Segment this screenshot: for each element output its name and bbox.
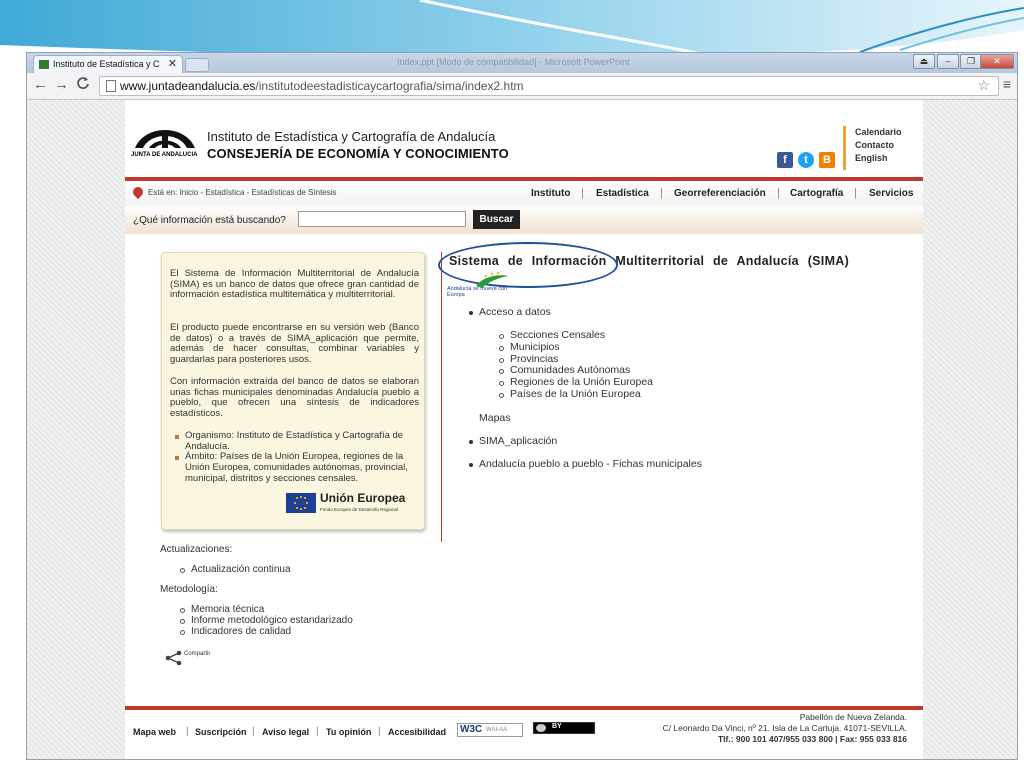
nav-instituto[interactable]: Instituto <box>531 188 571 199</box>
search-label: ¿Qué información está buscando? <box>133 215 286 226</box>
footer-link-sitemap[interactable]: Mapa web <box>133 727 177 737</box>
info-paragraph: El producto puede encontrarse en su versión web (Banco de datos) o a través de SIMA_aplicación que permite, además de hacer consultas, combinar variables y guardarlas para posteriores usos. <box>170 322 419 366</box>
window-title: Index.ppt [Modo de compatibilidad] - Microsoft PowerPoint <box>397 57 630 67</box>
footer-separator: | <box>252 726 255 737</box>
methodology-label: Metodología: <box>160 584 218 595</box>
institute-name[interactable]: Instituto de Estadística y Cartografía de Andalucía <box>207 129 496 144</box>
reload-icon <box>76 76 90 90</box>
footer-link-opinion[interactable]: Tu opinión <box>326 727 372 737</box>
nav-separator: | <box>581 187 584 199</box>
page-icon <box>106 80 116 92</box>
method-item[interactable]: Informe metodológico estandarizado <box>191 615 353 626</box>
title-bar <box>27 53 1017 73</box>
share-icon[interactable] <box>165 650 183 666</box>
url-text: www.juntadeandalucia.es/institutodeestadisticaycartografia/sima/index2.htm <box>120 79 524 93</box>
eu-subtitle: Fondo Europeo de Desarrollo Regional <box>320 507 399 512</box>
back-button[interactable]: ← <box>33 76 48 93</box>
location-pin-icon <box>131 185 145 199</box>
calendar-link[interactable]: Calendario <box>855 127 902 137</box>
reload-button[interactable] <box>76 76 90 94</box>
access-item-secciones[interactable]: Secciones Censales <box>510 329 606 341</box>
bullet-icon <box>499 346 504 351</box>
nav-servicios[interactable]: Servicios <box>869 188 914 199</box>
pueblo-link[interactable]: Andalucía pueblo a pueblo - Fichas municipales <box>479 458 702 470</box>
access-item-provincias[interactable]: Provincias <box>510 353 559 365</box>
bullet-icon <box>499 369 504 374</box>
bullet-icon <box>499 358 504 363</box>
footer-separator: | <box>378 726 381 737</box>
footer-divider <box>125 706 923 710</box>
nav-separator: | <box>777 187 780 199</box>
bullet-icon <box>469 440 473 444</box>
access-data-link[interactable]: Acceso a datos <box>479 306 551 318</box>
bullet-icon <box>180 630 185 635</box>
bullet-icon <box>175 435 179 439</box>
footer-separator: | <box>186 726 189 737</box>
facebook-icon[interactable]: f <box>777 152 793 168</box>
access-item-municipios[interactable]: Municipios <box>510 341 560 353</box>
info-paragraph: Con información extraída del banco de datos se elaboran unas fichas municipales denominadas Andalucía pueblo a pueblo, que ofrecen una síntesis de indicadores estadísticos. <box>170 376 419 420</box>
breadcrumb[interactable]: Está en: Inicio - Estadística - Estadísticas de Síntesis <box>148 188 337 197</box>
search-input[interactable] <box>298 211 466 227</box>
ministry-name[interactable]: CONSEJERÍA DE ECONOMÍA Y CONOCIMIENTO <box>207 146 509 161</box>
nav-estadistica[interactable]: Estadística <box>596 188 649 199</box>
breadcrumb-bar <box>125 181 923 207</box>
tab-close-icon[interactable]: ✕ <box>167 58 177 70</box>
access-item-regiones[interactable]: Regiones de la Unión Europea <box>510 376 654 388</box>
sima-info-box <box>161 252 425 530</box>
address-bar[interactable] <box>99 76 999 96</box>
new-tab-button[interactable] <box>185 58 209 72</box>
bullet-icon <box>469 311 473 315</box>
info-list-item: Ámbito: Países de la Unión Europea, regiones de la Unión Europea, comunidades autónomas, provincial, municipal, distritos y secciones censales. <box>170 452 419 484</box>
footer-link-legal[interactable]: Aviso legal <box>262 727 310 737</box>
bullet-icon <box>180 619 185 624</box>
nav-separator: | <box>854 187 857 199</box>
method-item[interactable]: Memoria técnica <box>191 604 265 615</box>
twitter-icon[interactable]: t <box>798 152 814 168</box>
access-item-paises[interactable]: Países de la Unión Europea <box>510 388 641 400</box>
bullet-icon <box>499 381 504 386</box>
share-label[interactable]: Compartir <box>184 651 211 657</box>
maximize-button[interactable]: ❐ <box>960 54 982 69</box>
footer-address: Pabellón de Nueva Zelanda. C/ Leonardo Da Vinci, nº 21. Isla de La Cartuja. 41071-SEVILLA. Tlf.: 900 101 407/955 033 800 | Fax: 955 033 816 <box>662 712 907 744</box>
bullet-icon <box>180 608 185 613</box>
bullet-icon <box>175 456 179 460</box>
bullet-icon <box>469 463 473 467</box>
close-button[interactable]: ✕ <box>980 54 1014 69</box>
eu-flag-icon <box>286 493 316 513</box>
menu-icon[interactable]: ≡ <box>1002 76 1011 92</box>
bullet-icon <box>499 393 504 398</box>
blogger-icon[interactable]: B <box>819 152 835 168</box>
creative-commons-badge[interactable]: BY <box>533 722 595 734</box>
nav-georreferenciacion[interactable]: Georreferenciación <box>674 188 766 199</box>
info-paragraph: El Sistema de Información Multiterritorial de Andalucía (SIMA) es un banco de datos que ofrece gran cantidad de información estadística multitemática y multiterritorial. <box>170 268 419 301</box>
bullet-icon <box>499 334 504 339</box>
tab-title: Instituto de Estadística y C <box>53 59 160 69</box>
browser-tab[interactable] <box>33 55 183 73</box>
info-list-item: Organismo: Instituto de Estadística y Cartografía de Andalucía. <box>170 431 419 452</box>
footer-link-accessibility[interactable]: Accesibilidad <box>388 727 447 737</box>
footer-separator: | <box>316 726 319 737</box>
updates-label: Actualizaciones: <box>160 544 233 555</box>
browser-toolbar <box>27 73 1017 100</box>
contact-link[interactable]: Contacto <box>855 140 894 150</box>
w3c-badge[interactable]: W3C WAI-AA <box>457 723 523 737</box>
update-item[interactable]: Actualización continua <box>191 564 291 575</box>
sima-title: Sistema de Información Multiterritorial de Andalucía (SIMA) <box>449 254 850 268</box>
access-item-comunidades[interactable]: Comunidades Autónomas <box>510 364 631 376</box>
nav-cartografia[interactable]: Cartografía <box>790 188 844 199</box>
favicon-icon <box>39 60 49 69</box>
pin-button[interactable]: ⏏ <box>913 54 935 69</box>
logo-caption: JUNTA DE ANDALUCIA <box>131 152 198 158</box>
info-list <box>170 431 419 485</box>
eu-title: Unión Europea <box>320 491 406 505</box>
nav-separator: | <box>660 187 663 199</box>
english-link[interactable]: English <box>855 153 888 163</box>
sima-app-link[interactable]: SIMA_aplicación <box>479 435 558 447</box>
website <box>125 100 923 759</box>
search-button[interactable]: Buscar <box>473 210 520 229</box>
bookmark-star-icon[interactable]: ☆ <box>977 77 990 93</box>
accent-bar <box>843 126 846 170</box>
content-divider <box>441 252 442 542</box>
page-viewport <box>27 100 1017 759</box>
minimize-button[interactable]: – <box>937 54 959 69</box>
andalucia-caption: Andalucía se mueve con Europa <box>447 286 508 298</box>
maps-link[interactable]: Mapas <box>479 412 511 424</box>
footer-link-subscription[interactable]: Suscripción <box>195 727 247 737</box>
method-item[interactable]: Indicadores de calidad <box>191 626 292 637</box>
forward-button[interactable]: → <box>54 76 69 93</box>
bullet-icon <box>180 568 185 573</box>
search-bar <box>125 206 923 234</box>
cc-icon <box>536 724 546 732</box>
browser-window <box>26 52 1018 760</box>
